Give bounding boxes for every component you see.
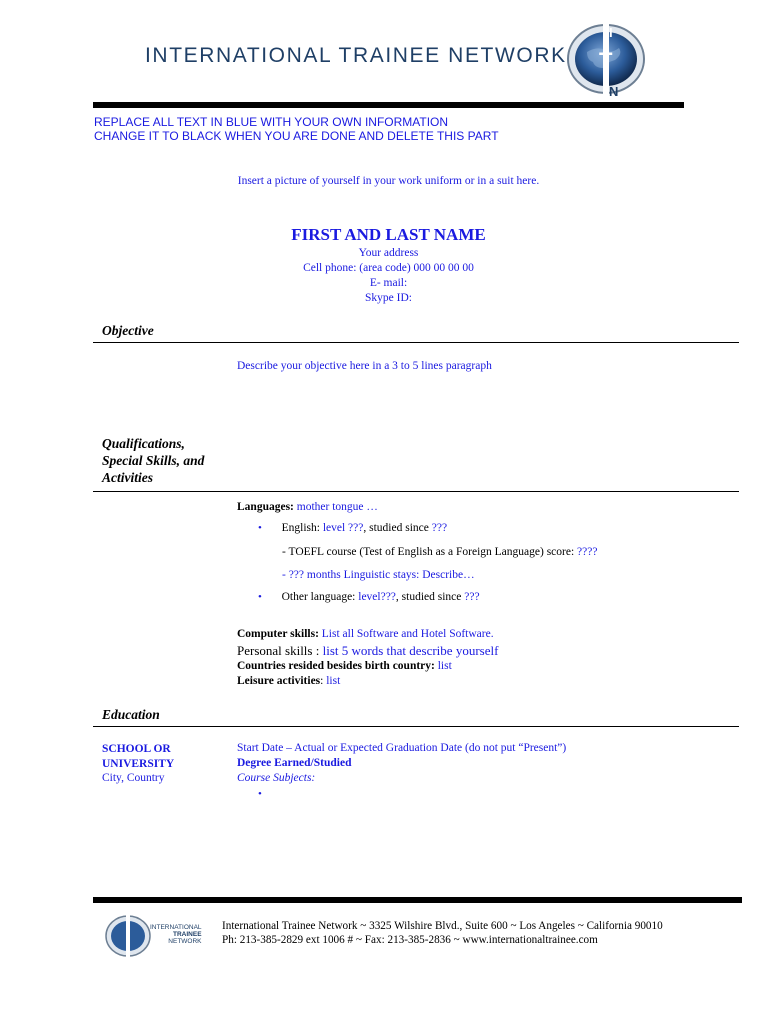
school-location: City, Country	[102, 772, 165, 784]
logo-letter-t: T	[599, 48, 613, 73]
languages-value: mother tongue …	[296, 501, 378, 513]
leisure-row: Leisure activities: list	[237, 675, 341, 687]
languages-row	[237, 501, 378, 513]
section-rule	[93, 342, 739, 343]
other-language-row: • Other language: level???, studied since ???	[258, 591, 480, 603]
section-rule	[93, 491, 739, 492]
footer-address: International Trainee Network ~ 3325 Wilshire Blvd., Suite 600 ~ Los Angeles ~ California 90010	[222, 920, 663, 932]
computer-skills-row: Computer skills: List all Software and Hotel Software.	[237, 628, 494, 640]
school-name: SCHOOL OR UNIVERSITY	[102, 743, 175, 770]
section-title-qualifications: Qualifications, Special Skills, and Activities	[102, 436, 205, 485]
languages-label: Languages:	[237, 501, 294, 513]
degree: Degree Earned/Studied	[237, 757, 352, 769]
education-dates: Start Date – Actual or Expected Graduation Date (do not put “Present”)	[237, 742, 567, 754]
footer-rule	[93, 897, 742, 903]
itn-logo	[565, 20, 647, 98]
full-name: FIRST AND LAST NAME	[291, 225, 486, 244]
toefl-row: - TOEFL course (Test of English as a Foreign Language) score: ????	[282, 546, 598, 558]
footer-contact: Ph: 213-385-2829 ext 1006 # ~ Fax: 213-385-2836 ~ www.internationaltrainee.com	[222, 934, 598, 946]
personal-skills-row: Personal skills : list 5 words that describe yourself	[237, 643, 499, 658]
bullet-icon: •	[258, 788, 262, 800]
linguistic-stays: - ??? months Linguistic stays: Describe…	[282, 569, 475, 581]
cell-phone: Cell phone: (area code) 000 00 00 00	[303, 262, 474, 274]
instruction-line: REPLACE ALL TEXT IN BLUE WITH YOUR OWN INFORMATION	[94, 115, 449, 129]
photo-placeholder: Insert a picture of yourself in your work uniform or in a suit here.	[237, 175, 540, 187]
bullet-icon: •	[258, 522, 262, 534]
footer-logo-text: INTERNATIONAL TRAINEE NETWORK	[150, 924, 202, 945]
section-rule	[93, 726, 739, 727]
course-subjects: Course Subjects:	[237, 772, 316, 784]
skype-id: Skype ID:	[365, 292, 412, 304]
objective-text: Describe your objective here in a 3 to 5 lines paragraph	[237, 360, 492, 372]
header-rule	[93, 102, 684, 108]
bullet-icon: •	[258, 591, 262, 603]
footer-logo	[104, 913, 152, 959]
logo-letter-i: I	[609, 25, 613, 40]
email: E- mail:	[369, 277, 408, 289]
countries-row: Countries resided besides birth country: list	[237, 660, 452, 672]
english-row: • English: level ???, studied since ???	[258, 522, 448, 534]
organization-name: INTERNATIONAL TRAINEE NETWORK	[145, 44, 567, 67]
address: Your address	[358, 247, 419, 259]
section-title-education: Education	[102, 707, 160, 722]
section-title-objective: Objective	[102, 323, 154, 338]
instruction-line: CHANGE IT TO BLACK WHEN YOU ARE DONE AND DELETE THIS PART	[94, 129, 499, 143]
logo-letter-n: N	[609, 84, 619, 98]
